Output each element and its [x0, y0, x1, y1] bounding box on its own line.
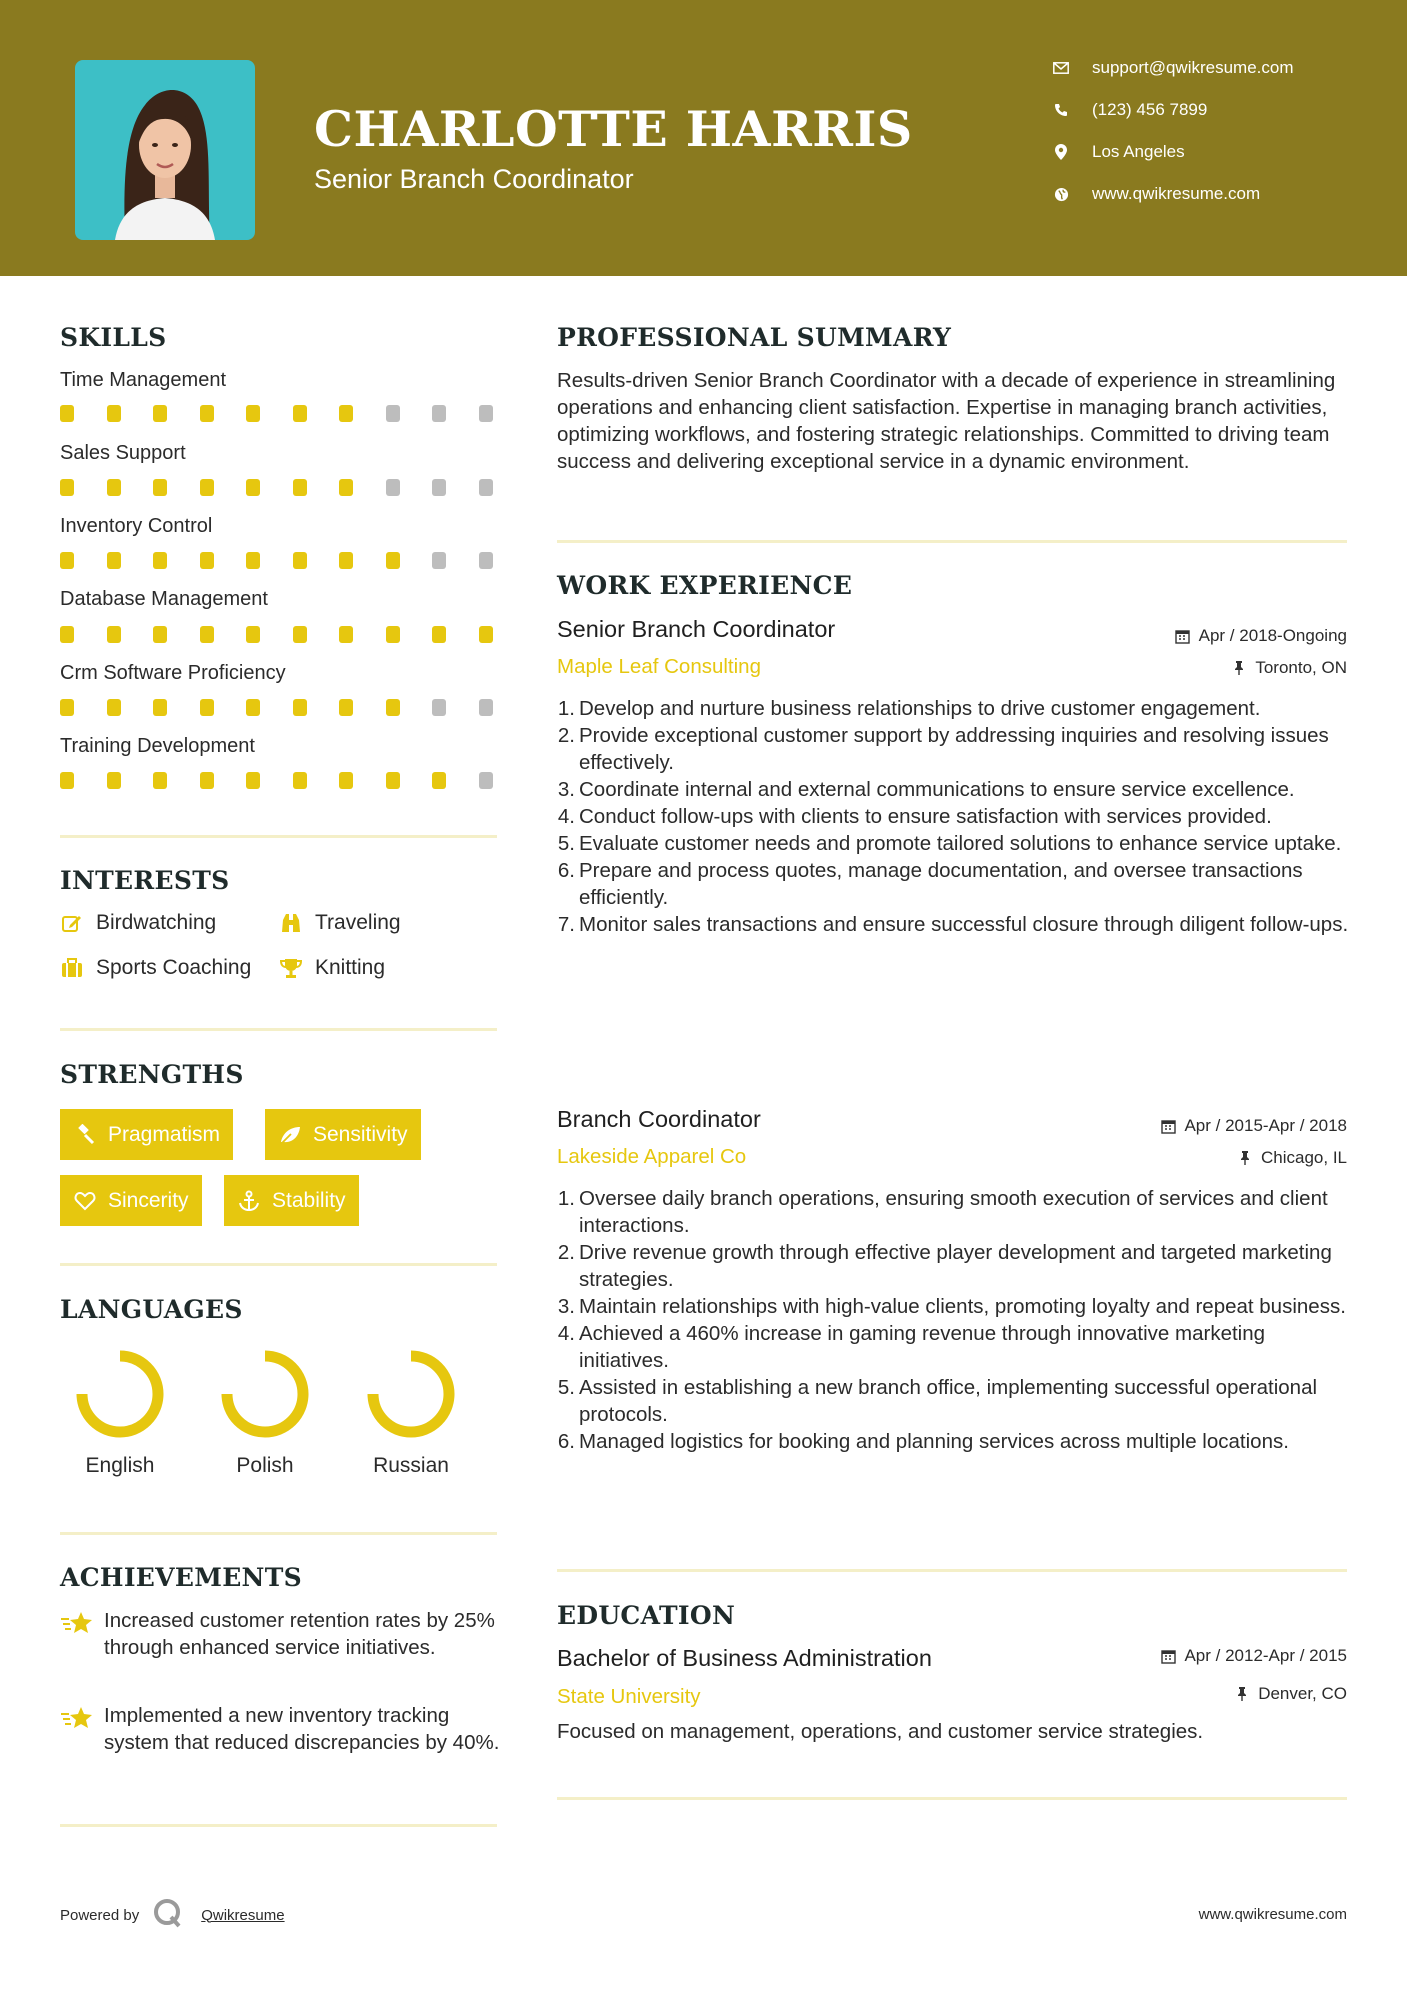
skill-dot-filled [200, 552, 214, 569]
language-level-arc [373, 1356, 449, 1432]
bullet-text: Prepare and process quotes, manage documentation, and oversee transactions efficiently. [579, 859, 1303, 909]
language-name: Russian [373, 1454, 449, 1477]
skill-dot-filled [60, 772, 74, 789]
section-divider [557, 1569, 1347, 1572]
skill-dot-filled [153, 699, 167, 716]
skill-dot-filled [293, 699, 307, 716]
skill-label: Sales Support [60, 442, 186, 464]
section-divider [60, 1532, 497, 1535]
job-bullet [553, 857, 1353, 911]
skill-label: Training Development [60, 735, 255, 757]
interest-item [279, 911, 401, 935]
skill-dot-filled [107, 626, 121, 643]
skill-dot-filled [60, 405, 74, 422]
job-location [1237, 1148, 1347, 1168]
bullet-number: 7. [557, 913, 575, 936]
contact-website-text: www.qwikresume.com [1092, 184, 1261, 203]
skill-rating [60, 479, 500, 495]
bullet-number: 6. [557, 1430, 575, 1453]
job-bullet [553, 1374, 1353, 1428]
briefcase-icon [60, 956, 84, 980]
bullet-number: 5. [557, 832, 575, 855]
footer-website[interactable]: www.qwikresume.com [1198, 1906, 1347, 1923]
skill-dot-filled [60, 552, 74, 569]
qwikresume-link[interactable]: Qwikresume [201, 1906, 285, 1924]
pushpin-icon [1237, 1150, 1253, 1166]
contact-email-text: support@qwikresume.com [1092, 58, 1294, 77]
job-bullets [553, 1185, 1353, 1455]
skill-dot-empty [432, 405, 446, 422]
skill-dot-filled [200, 405, 214, 422]
skill-dot-filled [386, 626, 400, 643]
language-item [205, 1348, 325, 1478]
skill-dot-filled [246, 772, 260, 789]
skill-dot-empty [432, 552, 446, 569]
bullet-number: 2. [557, 724, 575, 747]
education-dates [1160, 1646, 1347, 1666]
bullet-number: 3. [557, 778, 575, 801]
strength-label: Stability [272, 1188, 346, 1212]
interest-label: Traveling [315, 911, 401, 934]
language-item [351, 1348, 471, 1478]
skill-dot-empty [432, 479, 446, 496]
job-bullet [553, 911, 1353, 938]
job-dates [1175, 626, 1347, 646]
skill-dot-filled [107, 405, 121, 422]
skill-dot-filled [479, 626, 493, 643]
skill-dot-filled [153, 772, 167, 789]
trophy-icon [279, 956, 303, 980]
strength-label: Pragmatism [108, 1122, 221, 1146]
skill-dot-filled [339, 479, 353, 496]
education-location [1234, 1684, 1347, 1704]
section-divider [60, 1263, 497, 1266]
interest-item [60, 956, 251, 980]
skill-dot-empty [479, 405, 493, 422]
interest-label: Birdwatching [96, 911, 217, 934]
skill-dot-empty [479, 552, 493, 569]
powered-by-text: Powered by [60, 1906, 140, 1924]
section-divider [557, 1797, 1347, 1800]
bullet-text: Monitor sales transactions and ensure successful closure through diligent follow-ups. [579, 913, 1349, 936]
shooting-star-icon [60, 1702, 104, 1756]
job-location-text: Chicago, IL [1261, 1148, 1347, 1167]
skill-label: Inventory Control [60, 515, 213, 537]
job-bullet [553, 1185, 1353, 1239]
location-pin-icon [1050, 141, 1072, 163]
interest-item [60, 911, 216, 935]
job-bullet [553, 1320, 1353, 1374]
job-bullet [553, 776, 1353, 803]
skill-dot-filled [107, 479, 121, 496]
school-name: State University [557, 1685, 701, 1708]
calendar-icon [1160, 1118, 1176, 1134]
skill-dot-filled [339, 552, 353, 569]
skill-dot-filled [293, 405, 307, 422]
pushpin-icon [1231, 660, 1247, 676]
skill-rating [60, 626, 500, 642]
language-ring [219, 1348, 311, 1440]
bullet-text: Coordinate internal and external communications to ensure service excellence. [579, 778, 1295, 801]
education-heading: EDUCATION [557, 1601, 736, 1630]
skill-dot-filled [200, 479, 214, 496]
gavel-icon [73, 1123, 97, 1147]
language-ring [74, 1348, 166, 1440]
job-location [1231, 658, 1347, 678]
language-level-arc [227, 1356, 303, 1432]
summary-heading: PROFESSIONAL SUMMARY [557, 323, 952, 352]
skill-dot-empty [479, 479, 493, 496]
skill-dot-filled [200, 626, 214, 643]
section-divider [557, 540, 1347, 543]
calendar-icon [1160, 1648, 1176, 1664]
skill-dot-empty [479, 772, 493, 789]
email-icon [1050, 57, 1072, 79]
summary-text: Results-driven Senior Branch Coordinator with a decade of experience in streamlining operations and enhancing client satisfaction. Expertise in managing branch activities, optimizing workflows, and fostering strategic relationships. Committed to driving team success and delivering exceptional service in a dynamic environment. [557, 369, 1336, 473]
bullet-text: Achieved a 460% increase in gaming revenue through innovative marketing initiatives. [579, 1322, 1266, 1372]
skill-label: Time Management [60, 369, 226, 391]
job-bullet [553, 1293, 1353, 1320]
job-bullet [553, 695, 1353, 722]
skill-dot-filled [60, 626, 74, 643]
bullet-text: Develop and nurture business relationships to drive customer engagement. [579, 697, 1261, 720]
language-ring [365, 1348, 457, 1440]
achievement-text: Implemented a new inventory tracking system that reduced discrepancies by 40%. [104, 1704, 500, 1754]
job-title: Senior Branch Coordinator [557, 616, 836, 642]
skill-rating [60, 405, 500, 421]
bullet-text: Maintain relationships with high-value clients, promoting loyalty and repeat business. [579, 1295, 1346, 1318]
bullet-text: Assisted in establishing a new branch office, implementing successful operational protocols. [579, 1376, 1318, 1426]
contact-phone-text: (123) 456 7899 [1092, 100, 1208, 119]
skill-dot-filled [339, 772, 353, 789]
skill-dot-filled [386, 552, 400, 569]
strength-label: Sensitivity [313, 1122, 408, 1146]
language-item [60, 1348, 180, 1478]
skill-dot-filled [246, 552, 260, 569]
skill-dot-filled [107, 772, 121, 789]
contact-email[interactable] [1050, 57, 1390, 79]
shooting-star-icon [60, 1607, 104, 1661]
bullet-number: 5. [557, 1376, 575, 1399]
skills-heading: SKILLS [60, 323, 167, 352]
bullet-text: Drive revenue growth through effective player development and targeted marketing strategies. [579, 1241, 1332, 1291]
bullet-text: Conduct follow-ups with clients to ensure satisfaction with services provided. [579, 805, 1272, 828]
phone-icon [1050, 99, 1072, 121]
bullet-text: Evaluate customer needs and promote tailored solutions to enhance service uptake. [579, 832, 1342, 855]
skill-dot-filled [293, 772, 307, 789]
skill-dot-empty [386, 405, 400, 422]
contact-location-text: Los Angeles [1092, 142, 1185, 161]
skill-dot-filled [246, 405, 260, 422]
skill-dot-filled [432, 626, 446, 643]
interest-label: Sports Coaching [96, 956, 252, 979]
contact-website[interactable] [1050, 183, 1390, 205]
anchor-icon [237, 1189, 261, 1213]
section-divider [60, 835, 497, 838]
bullet-number: 1. [557, 697, 575, 720]
bullet-number: 6. [557, 859, 575, 882]
profile-photo [75, 60, 255, 240]
job-title: Branch Coordinator [557, 1106, 761, 1132]
job-location-text: Toronto, ON [1255, 658, 1347, 677]
bullet-number: 2. [557, 1241, 575, 1264]
contact-location [1050, 141, 1390, 163]
education-description: Focused on management, operations, and customer service strategies. [557, 1720, 1204, 1743]
skill-dot-filled [60, 479, 74, 496]
skill-dot-filled [153, 552, 167, 569]
skill-label: Database Management [60, 588, 268, 610]
skill-dot-filled [386, 699, 400, 716]
achievement-text: Increased customer retention rates by 25% through enhanced service initiatives. [104, 1609, 495, 1659]
skill-dot-filled [153, 405, 167, 422]
bullet-number: 3. [557, 1295, 575, 1318]
strength-badge [224, 1175, 359, 1226]
skill-dot-filled [293, 626, 307, 643]
skill-dot-filled [200, 699, 214, 716]
strength-label: Sincerity [108, 1188, 189, 1212]
job-dates-text: Apr / 2018-Ongoing [1198, 626, 1347, 645]
job-bullet [553, 803, 1353, 830]
candidate-title: Senior Branch Coordinator [314, 164, 634, 194]
skill-dot-filled [339, 626, 353, 643]
company-name: Maple Leaf Consulting [557, 655, 761, 678]
binoculars-icon [279, 911, 303, 935]
job-bullet [553, 722, 1353, 776]
company-name: Lakeside Apparel Co [557, 1145, 747, 1168]
heart-icon [73, 1189, 97, 1213]
skill-dot-filled [153, 479, 167, 496]
interests-heading: INTERESTS [60, 866, 230, 895]
job-dates [1160, 1116, 1347, 1136]
skill-dot-filled [107, 699, 121, 716]
bullet-number: 4. [557, 805, 575, 828]
skill-dot-filled [339, 405, 353, 422]
skill-dot-filled [432, 772, 446, 789]
skill-dot-empty [386, 479, 400, 496]
header-band [0, 0, 1407, 276]
skill-rating [60, 699, 500, 715]
skill-dot-empty [432, 699, 446, 716]
candidate-name: CHARLOTTE HARRIS [314, 100, 913, 158]
job-bullets [553, 695, 1353, 938]
education-location-text: Denver, CO [1258, 1684, 1347, 1703]
language-level-arc [82, 1356, 158, 1432]
skill-dot-filled [293, 552, 307, 569]
bullet-text: Managed logistics for booking and planning services across multiple locations. [579, 1430, 1289, 1453]
job-dates-text: Apr / 2015-Apr / 2018 [1184, 1116, 1347, 1135]
job-bullet [553, 1428, 1353, 1455]
skill-dot-filled [60, 699, 74, 716]
language-name: English [85, 1454, 155, 1477]
experience-heading: WORK EXPERIENCE [557, 571, 853, 600]
skill-dot-filled [200, 772, 214, 789]
degree-title: Bachelor of Business Administration [557, 1645, 932, 1671]
skill-dot-filled [293, 479, 307, 496]
skill-dot-filled [386, 772, 400, 789]
achievements-heading: ACHIEVEMENTS [60, 1563, 302, 1592]
calendar-icon [1175, 628, 1191, 644]
skill-dot-filled [246, 699, 260, 716]
skill-dot-filled [107, 552, 121, 569]
skill-dot-empty [479, 699, 493, 716]
skill-rating [60, 772, 500, 788]
strength-badge [60, 1175, 202, 1226]
qwikresume-logo-icon [151, 1896, 185, 1934]
globe-icon [1050, 183, 1072, 205]
pencil-square-icon [60, 911, 84, 935]
interest-label: Knitting [315, 956, 386, 979]
skill-dot-filled [339, 699, 353, 716]
contact-phone[interactable] [1050, 99, 1390, 121]
bullet-number: 4. [557, 1322, 575, 1345]
skill-dot-filled [246, 626, 260, 643]
section-divider [60, 1028, 497, 1031]
section-divider [60, 1824, 497, 1827]
education-dates-text: Apr / 2012-Apr / 2015 [1184, 1646, 1347, 1665]
strength-badge [265, 1109, 421, 1160]
job-bullet [553, 1239, 1353, 1293]
skill-rating [60, 552, 500, 568]
pushpin-icon [1234, 1686, 1250, 1702]
strength-badge [60, 1109, 233, 1160]
job-bullet [553, 830, 1353, 857]
skill-dot-filled [246, 479, 260, 496]
strengths-heading: STRENGTHS [60, 1060, 244, 1089]
leaf-icon [278, 1123, 302, 1147]
interest-item [279, 956, 385, 980]
language-name: Polish [236, 1454, 294, 1477]
achievement-item [60, 1607, 500, 1661]
skill-dot-filled [153, 626, 167, 643]
bullet-text: Oversee daily branch operations, ensuring smooth execution of services and client interactions. [579, 1187, 1328, 1237]
achievement-item [60, 1702, 500, 1756]
bullet-text: Provide exceptional customer support by addressing inquiries and resolving issues effectively. [579, 724, 1329, 774]
footer-powered-by [60, 1896, 285, 1934]
bullet-number: 1. [557, 1187, 575, 1210]
skill-label: Crm Software Proficiency [60, 662, 286, 684]
languages-heading: LANGUAGES [60, 1295, 243, 1324]
